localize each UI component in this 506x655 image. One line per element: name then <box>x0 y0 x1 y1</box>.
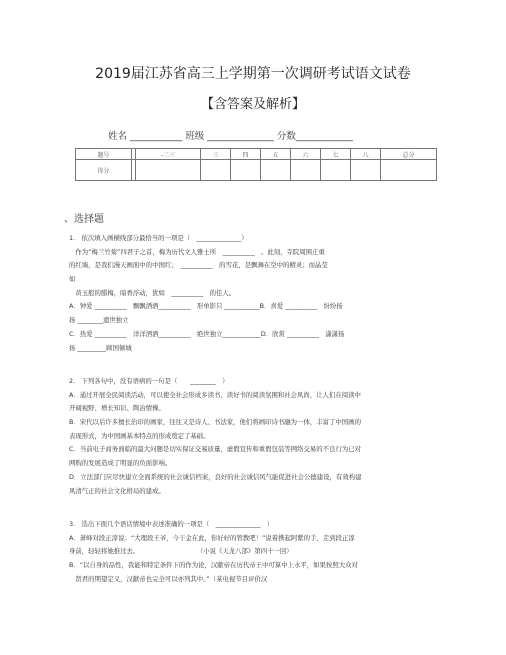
question-line: 风清气正的社会文化格局的建成。 <box>69 486 165 495</box>
score-header-cell: 五 <box>261 149 291 160</box>
question-line: 的红墙，是我们漫天画面中的中国红； __________ 的雪花，是飘舞在空中的精灵；而晶莹 <box>69 261 328 270</box>
score-header-cell: 三 <box>200 149 230 160</box>
question-line: A．萧峰对段正淳说：“大理段王爷，今干金在此，你好好的管教吧！”说着携起阿紫的手，走到段正淳 <box>69 533 355 542</box>
score-cell <box>231 160 261 181</box>
page-title: 2019届江苏省高三上学期第一次调研考试语文试卷 <box>95 66 411 82</box>
score-cell <box>261 160 291 181</box>
score-table <box>75 148 437 181</box>
score-table-score-row <box>76 160 437 181</box>
question-line: 3. 选出下面几个语话情境中表述准确的一项是（ ______________ ） <box>69 520 274 528</box>
question-line: 黄玉般的腊梅，暗香浮动，犹如 __________ 的佳人。 <box>69 288 236 297</box>
score-cell <box>136 160 201 181</box>
question-line: A．钟爱 __________ 飘飘洒洒__________ 形单影只 ___________B．喜爱 __________ 纷纷扬 <box>69 302 343 311</box>
question-line: C．热爱 __________ 洋洋洒洒__________ 绝世独立____________D．欣赏 __________ 潇潇扬 <box>69 329 345 338</box>
question-line: B．宋代以后许多擅长治印的画家，往往又是诗人、书法家，他们将画印诗书融为一体，丰富了中国画的 <box>69 418 361 427</box>
question-line: A．通过开展全民阅读活动，可以使全社会形成多读书、读好书的阅读氛围和社会风尚，让人们在阅读中 <box>69 390 361 399</box>
page-subtitle: 【含答案及解析】 <box>200 97 305 112</box>
score-header-cell: 六 <box>291 149 321 160</box>
question-line: 2. 下列各句中，没有语病的一句是（ ________ ） <box>69 377 229 385</box>
score-table-header-row <box>76 149 437 160</box>
question-2 <box>69 375 469 498</box>
score-row-label: 得分 <box>76 160 132 181</box>
section-title: 、选择题 <box>64 214 104 225</box>
question-line: B．“以自身的品性，我能和特定条件下的作为论，汉献帝在历代帝王中可算中上水平，如果按照大众对 <box>69 561 358 570</box>
question-line: 表现形式，为中国画基本特点的形成奠定了基础。 <box>69 431 210 440</box>
question-line: 贤君的期望定义，汉献帝也完全可以亦列其中。”（某电视节目评价汉 <box>69 574 268 583</box>
score-cell <box>200 160 230 181</box>
question-line: 如 <box>69 275 76 284</box>
score-header-cell: 总分 <box>381 149 437 160</box>
score-header-cell: -二三 <box>136 149 201 160</box>
score-header-cell: 七 <box>321 149 351 160</box>
student-info-line: 姓名 ___________ 班级 ______________ 分数____________ <box>108 131 353 142</box>
score-cell <box>351 160 381 181</box>
question-line: 身前，轻轻将她推过去。 （小说《天龙八部》第四十一回） <box>69 547 293 556</box>
score-cell <box>381 160 437 181</box>
score-cell <box>321 160 351 181</box>
score-header-cell: 四 <box>231 149 261 160</box>
question-line: D．立法部门应尽快建立全面系统的社会诚信档案，良好的社会诚信风气能促进社会公德建设，有效构建 <box>69 472 362 481</box>
question-1 <box>69 232 469 355</box>
score-header-cell: 八 <box>351 149 381 160</box>
question-line: 开阔视野、增长知识、陶冶情操。 <box>69 404 165 413</box>
question-3 <box>69 518 469 586</box>
question-line: 作为“梅兰竹菊”四君子之首，梅为历代文人雅士所 __________ 。此刻，寺院周围庄重 <box>69 247 325 256</box>
question-line: 网购的发展造成了明显的负面影响。 <box>69 459 172 468</box>
score-cell <box>291 160 321 181</box>
question-line: 1. 依次填入画横线部分最恰当的一项是（ ______________） <box>69 234 248 242</box>
question-line: 扬 ________遗世独立 <box>69 316 129 325</box>
question-line: C．当前电子商务面临的最大问题是切实保证交易质量，虚假宣传和重假包装等网络交易的不良行为已对 <box>69 445 362 454</box>
score-header-cell: 题号 <box>76 149 132 160</box>
question-line: 扬 _________顾国倾城 <box>69 343 132 352</box>
